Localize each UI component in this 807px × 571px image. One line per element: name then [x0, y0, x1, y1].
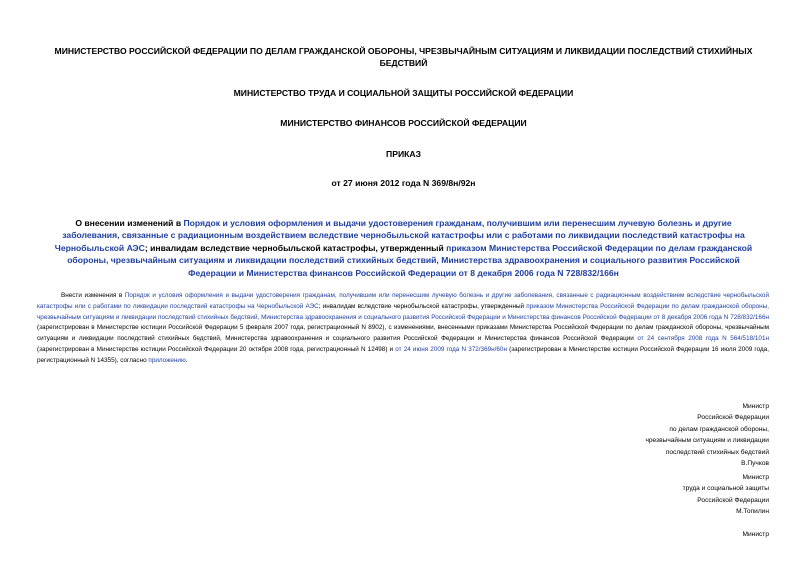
document-date-number: от 27 июня 2012 года N 369/8н/92н	[331, 178, 476, 188]
body-link-procedure[interactable]: Порядок и условия оформления и выдачи удостоверения гражданам, получившим или перенесшим лучевую болезнь и другие заболевания, связанные с радиационным воздействием вследствие чернобыльской катастрофы или с работами по ликвидации последствий катастрофы на Чернобыльской АЭС	[37, 292, 769, 310]
body-link-appendix[interactable]: приложению	[148, 356, 186, 364]
signature-line: Российской Федерации	[697, 414, 769, 422]
signature-line: Российской Федерации	[697, 496, 769, 504]
signature-line: Министр	[742, 403, 769, 410]
document-title	[50, 217, 757, 279]
signature-block-emergencies	[509, 401, 769, 469]
signature-block-finance	[509, 529, 769, 540]
signature-name: М.Топилин	[736, 508, 769, 516]
body-link-order-2006[interactable]: приказом Министерства Российской Федерации по делам гражданской обороны, чрезвычайным ситуациям и ликвидации последствий стихийных бедствий, Министерства здравоохранения и социального развития Российской Федерации и Министерства финансов Российской Федерации от 8 декабря 2006 года N 728/832/166н	[37, 302, 769, 321]
title-link-procedure[interactable]: Порядок и условия оформления и выдачи удостоверения гражданам, получившим или перенесшим лучевую болезнь и другие заболевания, связанные с радиационным воздействием вследствие чернобыльской катастрофы или с работами по ликвидации последствий катастрофы на Чернобыльской АЭС	[54, 218, 745, 253]
body-text-6: .	[185, 356, 188, 364]
signature-line: последствий стихийных бедствий	[665, 448, 769, 456]
body-text-3: (зарегистрирован в Министерстве юстиции Российской Федерации 5 февраля 2007 года, регистрационный N 8902), с изменениями, внесенными приказами Министерства Российской Федерации по делам гражданской обороны, чрезвычайным ситуациям и ликвидации последствий стихийных бедствий, Министерства здравоохранения и социального развития Российской Федерации и Министерства финансов Российской Федерации	[37, 324, 769, 343]
signature-line: Министр	[742, 531, 769, 538]
ministry-emergencies-heading: МИНИСТЕРСТВО РОССИЙСКОЙ ФЕДЕРАЦИИ ПО ДЕЛАМ ГРАЖДАНСКОЙ ОБОРОНЫ, ЧРЕЗВЫЧАЙНЫМ СИТУАЦИЯМ И ЛИКВИДАЦИИ ПОСЛЕДСТВИЙ СТИХИЙНЫХ БЕДСТВИЙ	[54, 46, 753, 68]
signature-line: труда и социальной защиты	[682, 485, 769, 493]
signature-line: по делам гражданской обороны,	[669, 425, 769, 433]
body-text-4: (зарегистрирован в Министерстве юстиции Российской Федерации 20 октября 2008 года, регистрационный N 12498) и	[37, 345, 396, 353]
signature-block-labor	[509, 472, 769, 518]
title-link-order[interactable]: приказом Министерства Российской Федерации по делам гражданской обороны, чрезвычайным ситуациям и ликвидации последствий стихийных бедствий, Министерства здравоохранения и социального развития Российской Федерации и Министерства финансов Российской Федерации от 8 декабря 2006 года N 728/832/166н	[67, 242, 753, 278]
ministry-labor-heading: МИНИСТЕРСТВО ТРУДА И СОЦИАЛЬНОЙ ЗАЩИТЫ РОССИЙСКОЙ ФЕДЕРАЦИИ	[233, 88, 574, 98]
title-text-1: О внесении изменений в	[75, 218, 184, 228]
body-link-order-2009[interactable]: от 24 июня 2009 года N 372/369н/60н	[395, 345, 507, 353]
title-text-2: ; инвалидам вследствие чернобыльской катастрофы, утвержденный	[144, 242, 447, 253]
document-type: ПРИКАЗ	[386, 149, 421, 159]
body-text-1: Внести изменения в	[61, 292, 125, 299]
signature-line: чрезвычайным ситуациям и ликвидации	[645, 437, 769, 445]
ministry-finance-heading: МИНИСТЕРСТВО ФИНАНСОВ РОССИЙСКОЙ ФЕДЕРАЦИИ	[280, 118, 527, 128]
body-link-order-2008[interactable]: от 24 сентября 2008 года N 564/518/101н	[637, 335, 769, 343]
signature-name: В.Пучков	[741, 460, 769, 468]
body-text-5: (зарегистрирован в Министерстве юстиции Российской Федерации 16 июля 2009 года, регистрационный N 14355), согласно	[37, 345, 769, 364]
body-paragraph	[37, 291, 769, 367]
signature-line: Министр	[742, 474, 769, 481]
body-text-2: ; инвалидам вследствие чернобыльской катастрофы, утвержденный	[318, 302, 527, 310]
